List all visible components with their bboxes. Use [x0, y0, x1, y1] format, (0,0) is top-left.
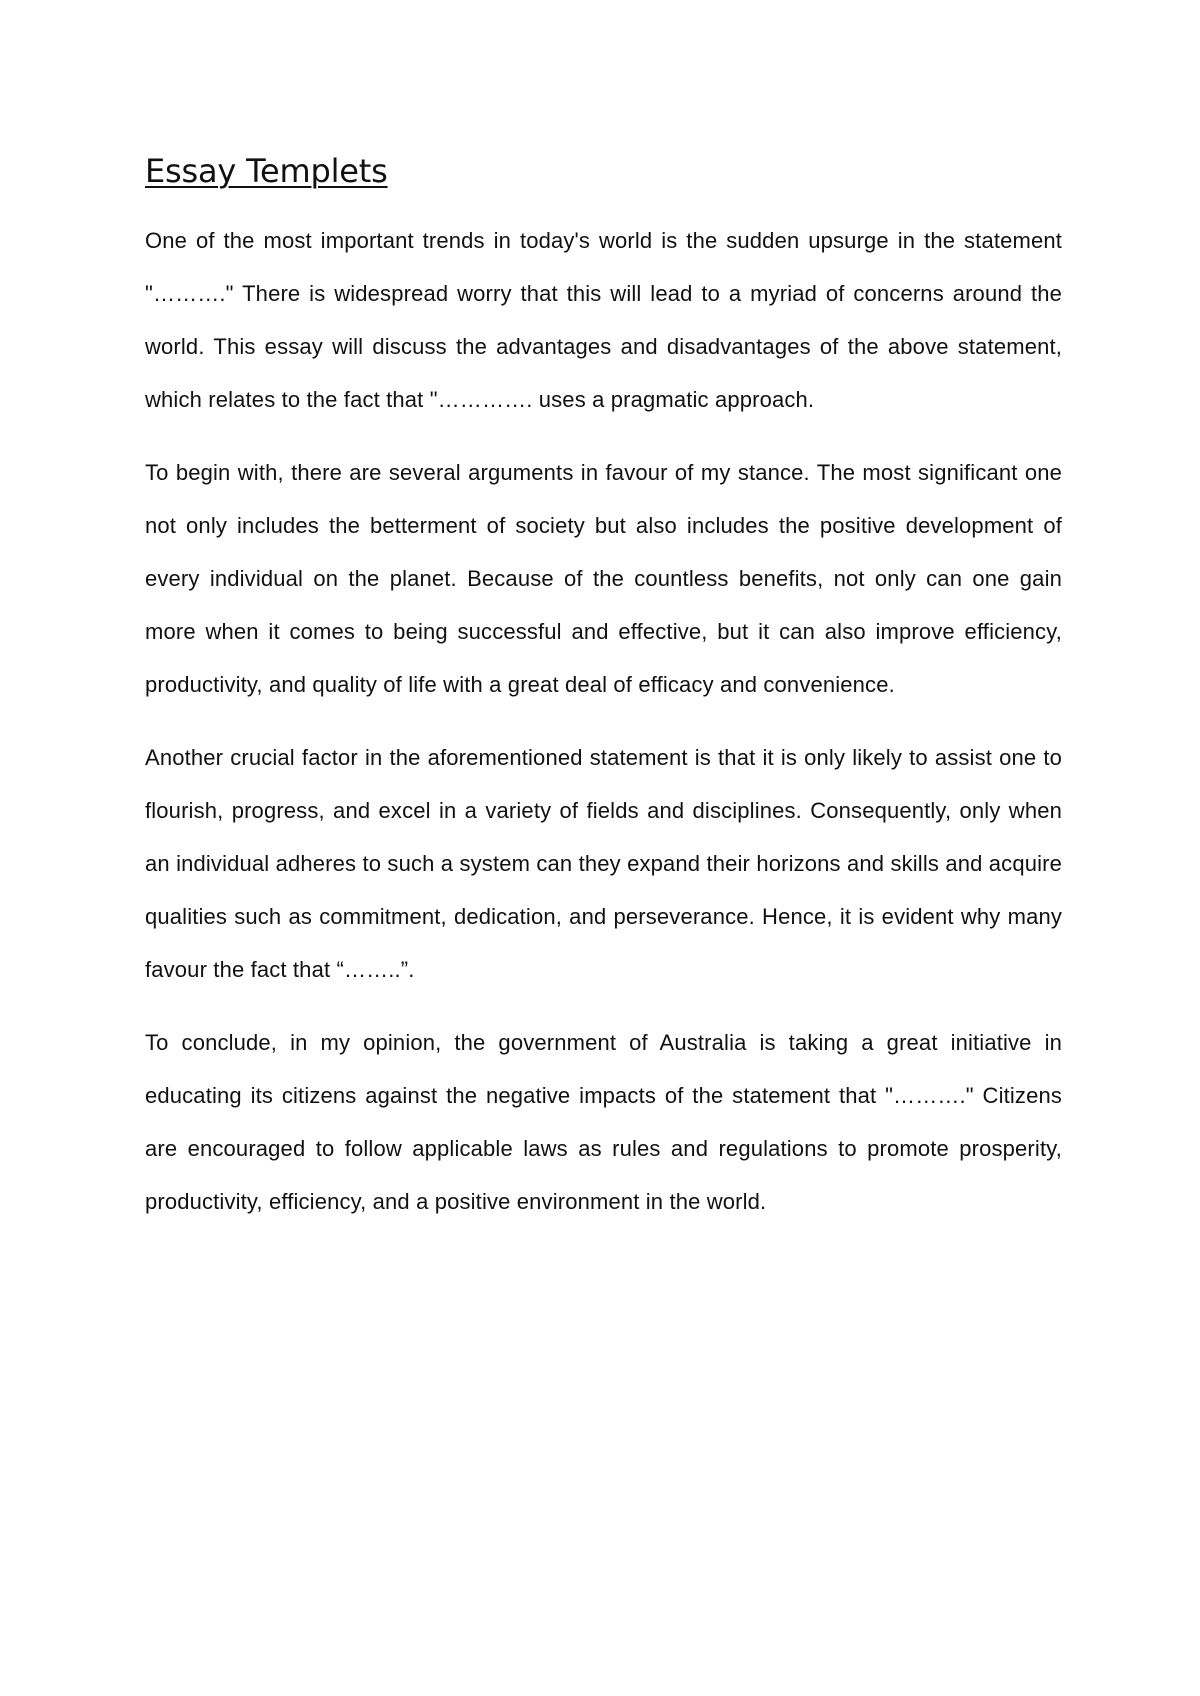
document-body — [145, 150, 1062, 1228]
paragraph-introduction: One of the most important trends in today's world is the sudden upsurge in the statement "………." There is widespread worry that this will lead to a myriad of concerns around the world. This essay will discuss the advantages and disadvantages of the above statement, which relates to the fact that "…………. uses a pragmatic approach. — [145, 228, 1062, 412]
paragraph-argument-one: To begin with, there are several arguments in favour of my stance. The most significant one not only includes the betterment of society but also includes the positive development of every individual on the planet. Because of the countless benefits, not only can one gain more when it comes to being successful and effective, but it can also improve efficiency, productivity, and quality of life with a great deal of efficacy and convenience. — [145, 460, 1062, 697]
document-title: Essay Templets — [145, 152, 388, 190]
paragraph-conclusion: To conclude, in my opinion, the government of Australia is taking a great initiative in educating its citizens against the negative impacts of the statement that "………." Citizens are encouraged to follow applicable laws as rules and regulations to promote prosperity, productivity, efficiency, and a positive environment in the world. — [145, 1030, 1062, 1214]
paragraph-argument-two: Another crucial factor in the aforementioned statement is that it is only likely to assist one to flourish, progress, and excel in a variety of fields and disciplines. Consequently, only when an individual adheres to such a system can they expand their horizons and skills and acquire qualities such as commitment, dedication, and perseverance. Hence, it is evident why many favour the fact that “……..”. — [145, 745, 1062, 982]
